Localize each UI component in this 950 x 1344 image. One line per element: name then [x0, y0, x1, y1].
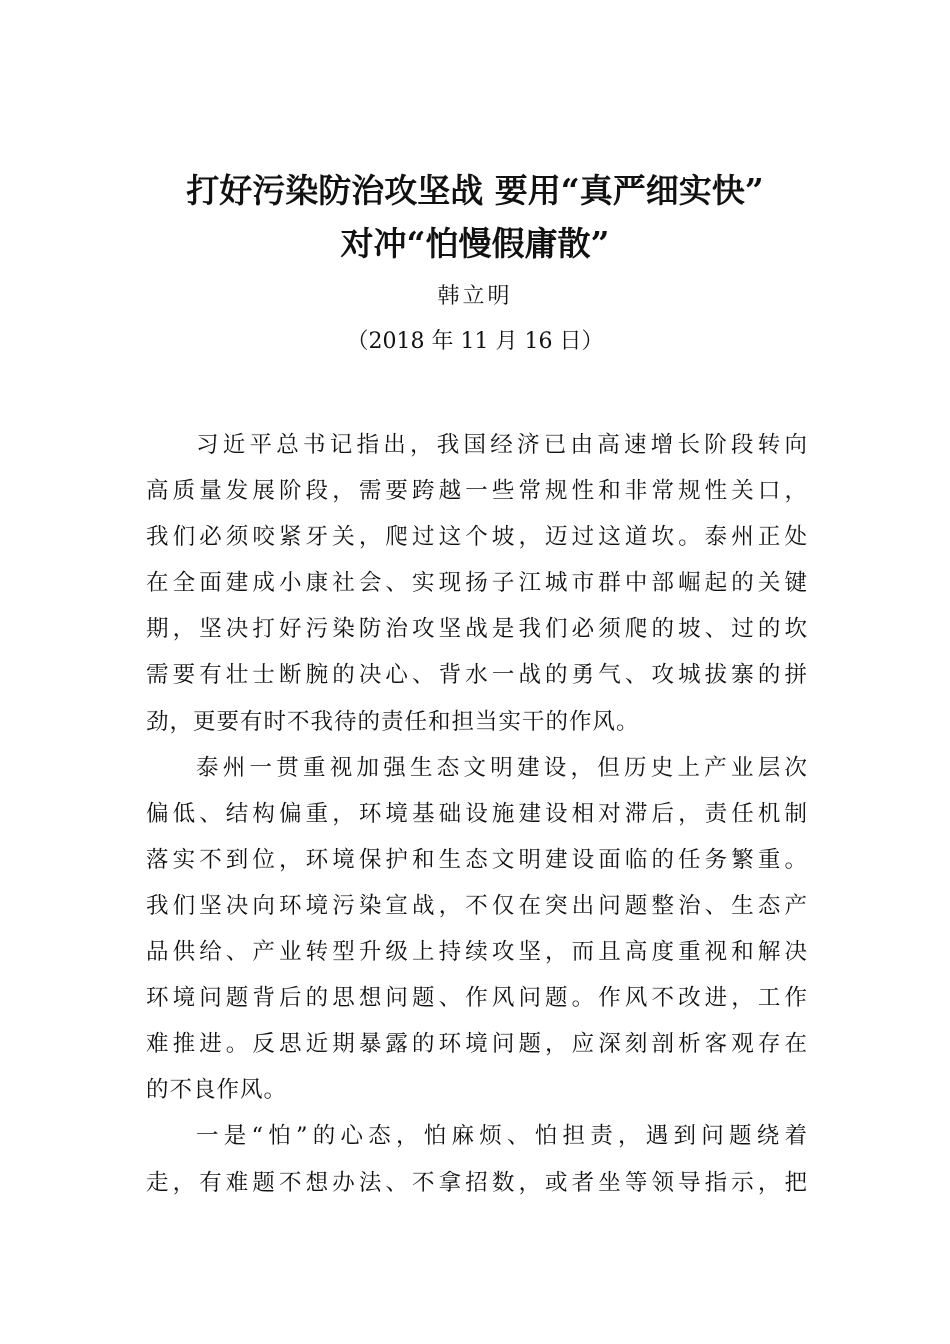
body-line: 期，坚决打好污染防治攻坚战是我们必须爬的坡、过的坎 [146, 616, 808, 643]
title-line-1: 打好污染防治攻坚战 要用“真严细实快” [186, 171, 764, 210]
body-line: 我们必须咬紧牙关，爬过这个坡，迈过这道坎。泰州正处 [146, 524, 808, 551]
body-line: 的不良作风。 [146, 1077, 288, 1104]
body-line: 偏低、结构偏重，环境基础设施建设相对滞后，责任机制 [146, 800, 808, 827]
body-line: 一是“怕”的心态，怕麻烦、怕担责，遇到问题绕着 [196, 1123, 808, 1150]
body-line: 落实不到位，环境保护和生态文明建设面临的任务繁重。 [146, 846, 808, 873]
body-text [146, 422, 808, 1206]
title-line-2: 对冲“怕慢假庸散” [340, 224, 610, 263]
body-line: 泰州一贯重视加强生态文明建设，但历史上产业层次 [196, 754, 808, 781]
date: （2018 年 11 月 16 日） [346, 329, 604, 354]
body-line: 高质量发展阶段，需要跨越一些常规性和非常规性关口， [146, 478, 808, 505]
body-line: 在全面建成小康社会、实现扬子江城市群中部崛起的关键 [146, 570, 808, 597]
body-line: 劲，更要有时不我待的责任和担当实干的作风。 [146, 708, 640, 735]
body-line: 难推进。反思近期暴露的环境问题，应深刻剖析客观存在 [146, 1031, 808, 1058]
body-line: 习近平总书记指出，我国经济已由高速增长阶段转向 [196, 432, 808, 458]
body-line: 我们坚决向环境污染宣战，不仅在突出问题整治、生态产 [146, 892, 808, 919]
body-line: 环境问题背后的思想问题、作风问题。作风不改进，工作 [146, 985, 808, 1012]
body-line: 走，有难题不想办法、不拿招数，或者坐等领导指示，把 [146, 1169, 808, 1196]
body-line: 需要有壮士断腕的决心、背水一战的勇气、攻城拔寨的拼 [146, 662, 808, 689]
body-line: 品供给、产业转型升级上持续攻坚，而且高度重视和解决 [146, 939, 808, 966]
author: 韩立明 [437, 284, 513, 309]
